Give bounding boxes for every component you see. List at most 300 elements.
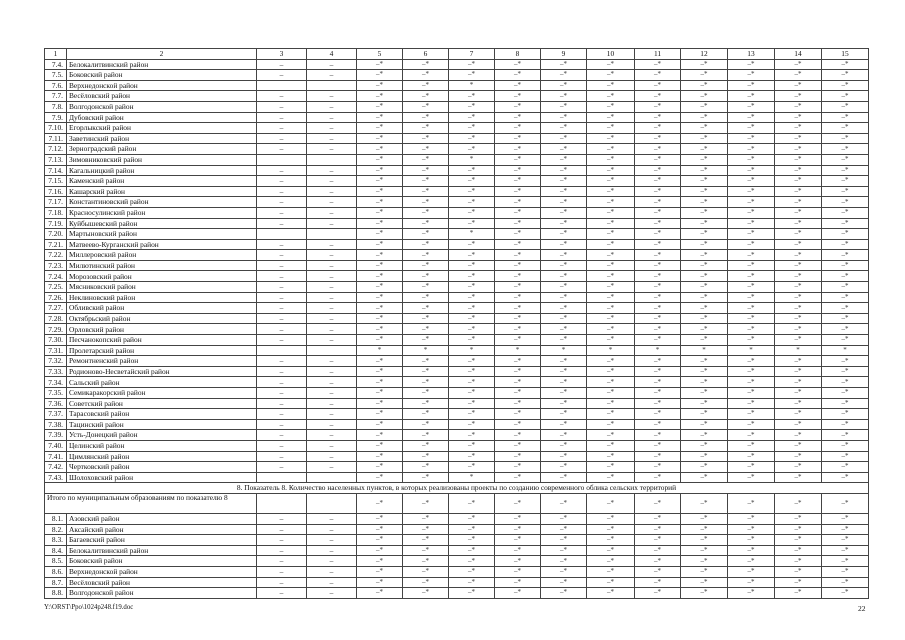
- district-name: Ремонтненский район: [67, 356, 257, 367]
- district-name: Миллеровский район: [67, 250, 257, 261]
- value-cell: –*: [681, 112, 728, 123]
- value-cell: [257, 472, 307, 483]
- value-cell: –*: [449, 186, 495, 197]
- table-row: [45, 176, 869, 187]
- value-cell: –*: [403, 313, 449, 324]
- value-cell: –*: [403, 91, 449, 102]
- row-number: 7.31.: [45, 345, 67, 356]
- value-cell: –*: [587, 398, 635, 409]
- district-name: Азовский район: [67, 513, 257, 524]
- value-cell: –*: [822, 91, 869, 102]
- value-cell: –*: [449, 176, 495, 187]
- value-cell: –*: [635, 419, 681, 430]
- value-cell: –*: [822, 112, 869, 123]
- district-name: Белокалитвинский район: [67, 59, 257, 70]
- value-cell: –*: [775, 154, 822, 165]
- value-cell: –*: [635, 409, 681, 420]
- value-cell: –: [307, 260, 357, 271]
- row-number: 7.10.: [45, 123, 67, 134]
- value-cell: –*: [728, 186, 775, 197]
- row-number: 7.38.: [45, 419, 67, 430]
- value-cell: –*: [357, 112, 403, 123]
- value-cell: –*: [495, 218, 541, 229]
- value-cell: –*: [775, 440, 822, 451]
- value-cell: –: [307, 59, 357, 70]
- value-cell: –*: [822, 292, 869, 303]
- value-cell: –*: [775, 133, 822, 144]
- row-number: 7.19.: [45, 218, 67, 229]
- value-cell: –*: [728, 588, 775, 599]
- value-cell: –*: [681, 493, 728, 513]
- value-cell: –*: [635, 70, 681, 81]
- value-cell: –*: [495, 535, 541, 546]
- value-cell: –*: [587, 388, 635, 399]
- district-name: Тарасовский район: [67, 409, 257, 420]
- value-cell: –*: [822, 239, 869, 250]
- value-cell: –*: [587, 133, 635, 144]
- value-cell: –*: [728, 271, 775, 282]
- value-cell: –*: [403, 144, 449, 155]
- district-name: Матвеево-Курганский район: [67, 239, 257, 250]
- value-cell: *: [449, 80, 495, 91]
- value-cell: –*: [728, 260, 775, 271]
- row-number: 8.6.: [45, 566, 67, 577]
- value-cell: –*: [775, 260, 822, 271]
- district-name: Сальский район: [67, 377, 257, 388]
- value-cell: –*: [822, 566, 869, 577]
- value-cell: –*: [587, 513, 635, 524]
- value-cell: –*: [728, 101, 775, 112]
- value-cell: –*: [403, 493, 449, 513]
- value-cell: –*: [775, 144, 822, 155]
- value-cell: –*: [728, 112, 775, 123]
- value-cell: –*: [822, 440, 869, 451]
- value-cell: –*: [775, 377, 822, 388]
- district-name: Октябрьский район: [67, 313, 257, 324]
- value-cell: –*: [822, 197, 869, 208]
- value-cell: –*: [541, 101, 587, 112]
- value-cell: –*: [449, 324, 495, 335]
- value-cell: –*: [822, 535, 869, 546]
- value-cell: –*: [495, 588, 541, 599]
- value-cell: –*: [587, 419, 635, 430]
- value-cell: –*: [587, 313, 635, 324]
- value-cell: –*: [775, 282, 822, 293]
- value-cell: –*: [449, 588, 495, 599]
- value-cell: –*: [357, 59, 403, 70]
- value-cell: –*: [775, 335, 822, 346]
- value-cell: –*: [403, 303, 449, 314]
- district-name: Цимлянский район: [67, 451, 257, 462]
- value-cell: –*: [681, 377, 728, 388]
- value-cell: –*: [357, 324, 403, 335]
- value-cell: –: [307, 356, 357, 367]
- value-cell: –*: [775, 271, 822, 282]
- value-cell: –: [257, 313, 307, 324]
- value-cell: –*: [775, 101, 822, 112]
- value-cell: –*: [403, 239, 449, 250]
- value-cell: –*: [495, 472, 541, 483]
- value-cell: –*: [775, 239, 822, 250]
- value-cell: –*: [775, 218, 822, 229]
- value-cell: –*: [635, 112, 681, 123]
- value-cell: –*: [449, 303, 495, 314]
- table-row: [45, 80, 869, 91]
- value-cell: –*: [495, 513, 541, 524]
- value-cell: –*: [775, 356, 822, 367]
- value-cell: –*: [728, 123, 775, 134]
- value-cell: –*: [495, 462, 541, 473]
- row-number: 7.29.: [45, 324, 67, 335]
- row-number: 7.24.: [45, 271, 67, 282]
- district-name: Пролетарский район: [67, 345, 257, 356]
- table-row: [45, 101, 869, 112]
- value-cell: –*: [728, 388, 775, 399]
- value-cell: –: [307, 133, 357, 144]
- value-cell: –*: [635, 176, 681, 187]
- table-row: [45, 472, 869, 483]
- value-cell: –*: [775, 588, 822, 599]
- row-number: 7.7.: [45, 91, 67, 102]
- value-cell: –*: [728, 165, 775, 176]
- value-cell: [307, 80, 357, 91]
- value-cell: –*: [449, 144, 495, 155]
- value-cell: –*: [403, 229, 449, 240]
- value-cell: –*: [495, 133, 541, 144]
- value-cell: –: [257, 556, 307, 567]
- district-name: Морозовский район: [67, 271, 257, 282]
- value-cell: –: [257, 197, 307, 208]
- row-number: 7.6.: [45, 80, 67, 91]
- table-row: [45, 260, 869, 271]
- district-name: Советский район: [67, 398, 257, 409]
- value-cell: –*: [681, 303, 728, 314]
- value-cell: –*: [495, 577, 541, 588]
- table-row: [45, 70, 869, 81]
- value-cell: –: [307, 398, 357, 409]
- value-cell: –*: [635, 545, 681, 556]
- value-cell: –*: [681, 556, 728, 567]
- value-cell: –*: [635, 239, 681, 250]
- value-cell: –*: [495, 229, 541, 240]
- value-cell: –*: [822, 229, 869, 240]
- district-name: Белокалитвинский район: [67, 545, 257, 556]
- column-number-row: [45, 49, 869, 60]
- value-cell: –*: [635, 186, 681, 197]
- value-cell: –*: [541, 451, 587, 462]
- value-cell: –*: [681, 324, 728, 335]
- value-cell: –*: [541, 123, 587, 134]
- value-cell: –*: [541, 462, 587, 473]
- value-cell: *: [449, 229, 495, 240]
- value-cell: –: [307, 101, 357, 112]
- value-cell: –*: [357, 430, 403, 441]
- value-cell: [307, 493, 357, 513]
- value-cell: –*: [635, 197, 681, 208]
- value-cell: –*: [357, 70, 403, 81]
- value-cell: –*: [775, 123, 822, 134]
- district-name: Верхнедонской район: [67, 566, 257, 577]
- value-cell: –*: [541, 577, 587, 588]
- value-cell: –*: [495, 493, 541, 513]
- value-cell: –*: [681, 430, 728, 441]
- value-cell: –*: [541, 260, 587, 271]
- value-cell: –*: [449, 409, 495, 420]
- value-cell: –*: [357, 176, 403, 187]
- value-cell: –: [307, 292, 357, 303]
- district-name: Волгодонской район: [67, 101, 257, 112]
- value-cell: –: [257, 303, 307, 314]
- value-cell: –*: [495, 566, 541, 577]
- value-cell: –: [307, 197, 357, 208]
- value-cell: –*: [587, 250, 635, 261]
- value-cell: –*: [681, 250, 728, 261]
- value-cell: –: [307, 535, 357, 546]
- value-cell: –*: [587, 451, 635, 462]
- value-cell: –: [257, 292, 307, 303]
- value-cell: –: [257, 524, 307, 535]
- row-number: 8.8.: [45, 588, 67, 599]
- value-cell: –*: [541, 524, 587, 535]
- value-cell: –*: [495, 250, 541, 261]
- value-cell: –*: [541, 493, 587, 513]
- value-cell: –*: [822, 260, 869, 271]
- value-cell: –*: [357, 165, 403, 176]
- value-cell: [257, 493, 307, 513]
- value-cell: –*: [541, 324, 587, 335]
- row-number: 7.20.: [45, 229, 67, 240]
- district-name: Кашарский район: [67, 186, 257, 197]
- value-cell: –*: [541, 366, 587, 377]
- value-cell: –*: [449, 133, 495, 144]
- value-cell: –*: [495, 440, 541, 451]
- value-cell: –*: [635, 207, 681, 218]
- value-cell: –*: [822, 80, 869, 91]
- value-cell: –*: [822, 123, 869, 134]
- value-cell: –*: [587, 176, 635, 187]
- value-cell: –*: [822, 556, 869, 567]
- value-cell: –*: [495, 377, 541, 388]
- table-row: [45, 207, 869, 218]
- value-cell: –*: [495, 313, 541, 324]
- row-number: 7.30.: [45, 335, 67, 346]
- value-cell: –*: [541, 313, 587, 324]
- value-cell: –*: [403, 556, 449, 567]
- value-cell: –*: [495, 419, 541, 430]
- table-row: [45, 271, 869, 282]
- value-cell: –: [307, 70, 357, 81]
- value-cell: –*: [403, 282, 449, 293]
- value-cell: –*: [681, 218, 728, 229]
- value-cell: –*: [587, 545, 635, 556]
- value-cell: –*: [449, 282, 495, 293]
- value-cell: –*: [403, 409, 449, 420]
- table-row: [45, 535, 869, 546]
- value-cell: –*: [728, 303, 775, 314]
- value-cell: –*: [357, 366, 403, 377]
- total-label: Итого по муниципальным образованиям по показателю 8: [45, 493, 257, 513]
- district-name: Аксайский район: [67, 524, 257, 535]
- value-cell: –*: [449, 250, 495, 261]
- row-number: 7.25.: [45, 282, 67, 293]
- value-cell: –*: [587, 207, 635, 218]
- value-cell: –*: [775, 545, 822, 556]
- value-cell: –*: [635, 440, 681, 451]
- value-cell: –: [257, 123, 307, 134]
- value-cell: –*: [728, 250, 775, 261]
- column-number: 1: [45, 49, 67, 60]
- value-cell: –: [257, 545, 307, 556]
- value-cell: –*: [587, 218, 635, 229]
- value-cell: –*: [587, 197, 635, 208]
- value-cell: –*: [541, 218, 587, 229]
- value-cell: –*: [403, 292, 449, 303]
- value-cell: –*: [357, 577, 403, 588]
- value-cell: –*: [681, 282, 728, 293]
- value-cell: –*: [541, 229, 587, 240]
- value-cell: –*: [822, 577, 869, 588]
- value-cell: –*: [357, 91, 403, 102]
- value-cell: –*: [635, 577, 681, 588]
- value-cell: –: [257, 366, 307, 377]
- value-cell: –*: [822, 154, 869, 165]
- value-cell: –*: [728, 335, 775, 346]
- value-cell: –*: [775, 80, 822, 91]
- value-cell: –*: [495, 186, 541, 197]
- value-cell: –*: [822, 451, 869, 462]
- value-cell: –*: [635, 218, 681, 229]
- value-cell: –*: [822, 250, 869, 261]
- table-row: [45, 218, 869, 229]
- value-cell: –: [307, 271, 357, 282]
- value-cell: –*: [403, 472, 449, 483]
- value-cell: –: [307, 239, 357, 250]
- table-row: [45, 250, 869, 261]
- table-row: [45, 388, 869, 399]
- value-cell: –*: [728, 218, 775, 229]
- value-cell: –*: [495, 260, 541, 271]
- table-row: [45, 239, 869, 250]
- value-cell: –*: [495, 91, 541, 102]
- value-cell: –: [307, 176, 357, 187]
- value-cell: –*: [822, 207, 869, 218]
- value-cell: –*: [728, 472, 775, 483]
- value-cell: –*: [681, 398, 728, 409]
- value-cell: –*: [449, 556, 495, 567]
- value-cell: –: [307, 112, 357, 123]
- value-cell: –*: [449, 398, 495, 409]
- district-name: Тацинский район: [67, 419, 257, 430]
- value-cell: –*: [495, 282, 541, 293]
- value-cell: –*: [728, 176, 775, 187]
- value-cell: –*: [541, 513, 587, 524]
- value-cell: –*: [681, 419, 728, 430]
- value-cell: –: [257, 335, 307, 346]
- value-cell: [307, 345, 357, 356]
- value-cell: –*: [403, 176, 449, 187]
- district-name: Красносулинский район: [67, 207, 257, 218]
- district-name: Целинский район: [67, 440, 257, 451]
- value-cell: –*: [775, 197, 822, 208]
- value-cell: –*: [587, 366, 635, 377]
- value-cell: –*: [403, 59, 449, 70]
- value-cell: –: [307, 440, 357, 451]
- table-row: [45, 366, 869, 377]
- value-cell: –*: [822, 419, 869, 430]
- value-cell: –*: [822, 335, 869, 346]
- value-cell: –*: [775, 250, 822, 261]
- row-number: 7.23.: [45, 260, 67, 271]
- value-cell: –*: [587, 186, 635, 197]
- value-cell: –*: [587, 535, 635, 546]
- value-cell: –*: [403, 335, 449, 346]
- value-cell: *: [822, 345, 869, 356]
- value-cell: –*: [635, 123, 681, 134]
- value-cell: –*: [775, 388, 822, 399]
- value-cell: –*: [775, 229, 822, 240]
- value-cell: –*: [635, 271, 681, 282]
- value-cell: –*: [403, 123, 449, 134]
- value-cell: –: [307, 324, 357, 335]
- value-cell: –*: [822, 176, 869, 187]
- value-cell: –*: [822, 545, 869, 556]
- value-cell: –*: [403, 398, 449, 409]
- value-cell: –*: [822, 313, 869, 324]
- value-cell: –*: [541, 419, 587, 430]
- value-cell: –*: [403, 186, 449, 197]
- value-cell: –*: [495, 556, 541, 567]
- value-cell: –: [257, 218, 307, 229]
- value-cell: –*: [357, 271, 403, 282]
- column-number: 3: [257, 49, 307, 60]
- value-cell: –*: [541, 303, 587, 314]
- table-row: [45, 398, 869, 409]
- value-cell: –*: [587, 239, 635, 250]
- district-name: Кагальницкий район: [67, 165, 257, 176]
- value-cell: –*: [681, 409, 728, 420]
- value-cell: –*: [775, 165, 822, 176]
- value-cell: –*: [403, 513, 449, 524]
- value-cell: –*: [587, 440, 635, 451]
- value-cell: –*: [635, 472, 681, 483]
- value-cell: –*: [449, 419, 495, 430]
- value-cell: –*: [403, 324, 449, 335]
- value-cell: –*: [728, 556, 775, 567]
- district-name: Каменский район: [67, 176, 257, 187]
- value-cell: –*: [357, 133, 403, 144]
- table-row: [45, 229, 869, 240]
- district-name: Песчанокопский район: [67, 335, 257, 346]
- table-row: [45, 154, 869, 165]
- value-cell: –: [257, 176, 307, 187]
- value-cell: –*: [775, 430, 822, 441]
- value-cell: –*: [357, 123, 403, 134]
- value-cell: –: [307, 335, 357, 346]
- value-cell: –*: [403, 451, 449, 462]
- value-cell: –*: [541, 59, 587, 70]
- value-cell: –*: [357, 154, 403, 165]
- table-row: [45, 577, 869, 588]
- value-cell: –*: [541, 588, 587, 599]
- value-cell: –*: [635, 260, 681, 271]
- value-cell: –*: [495, 239, 541, 250]
- value-cell: –*: [635, 165, 681, 176]
- district-name: Егорлыкский район: [67, 123, 257, 134]
- value-cell: –*: [495, 271, 541, 282]
- value-cell: –*: [449, 59, 495, 70]
- value-cell: –*: [495, 356, 541, 367]
- table-row: [45, 165, 869, 176]
